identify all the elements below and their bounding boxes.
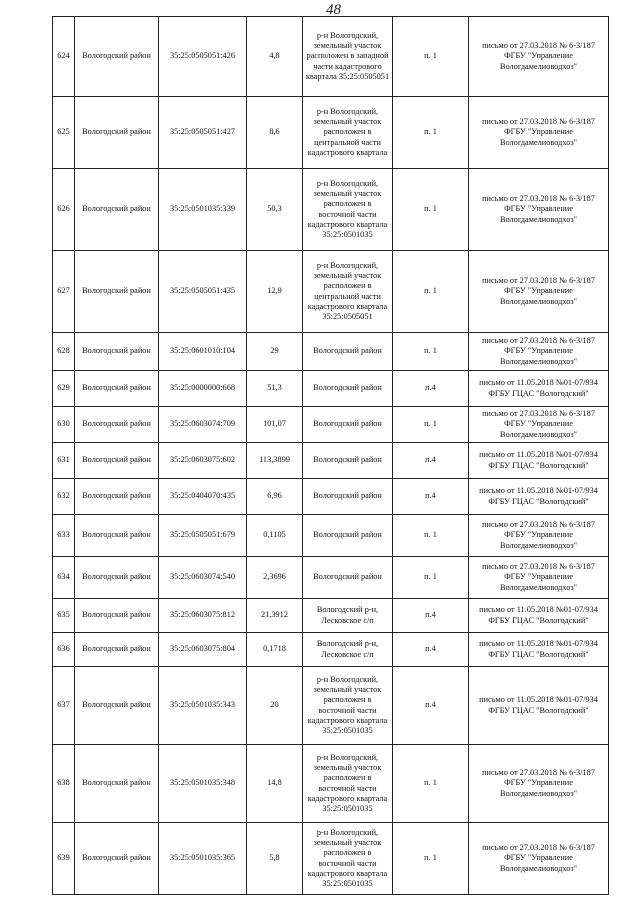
clause-cell: п. 1 [393, 97, 469, 169]
clause-cell: п. 1 [393, 333, 469, 371]
table-row [53, 557, 609, 599]
cadastral-number-cell: 35:25:0404070:435 [159, 479, 247, 515]
row-number: 635 [53, 599, 75, 633]
location-cell: Вологодский район [303, 407, 393, 443]
district-cell: Вологодский район [75, 823, 159, 895]
district-cell: Вологодский район [75, 745, 159, 823]
basis-cell: письмо от 27.03.2018 № 6-3/187 ФГБУ "Управление Вологдамелиоводхоз" [469, 97, 609, 169]
clause-cell: п.4 [393, 371, 469, 407]
table-row [53, 97, 609, 169]
location-cell: Вологодский район [303, 515, 393, 557]
basis-cell: письмо от 27.03.2018 № 6-3/187 ФГБУ "Управление Вологдамелиоводхоз" [469, 251, 609, 333]
table-row [53, 599, 609, 633]
location-cell: р-н Вологодский, земельный участок расположен в восточной части кадастрового квартала 35:25:0501035 [303, 667, 393, 745]
district-cell: Вологодский район [75, 515, 159, 557]
basis-cell: письмо от 11.05.2018 №01-07/934 ФГБУ ГЦАС "Вологодский" [469, 371, 609, 407]
basis-cell: письмо от 11.05.2018 №01-07/934 ФГБУ ГЦАС "Вологодский" [469, 599, 609, 633]
row-number: 639 [53, 823, 75, 895]
location-cell: р-н Вологодский, земельный участок расположен в восточной части кадастрового квартала 35:25:0501035 [303, 169, 393, 251]
cadastral-number-cell: 35:25:0501035:343 [159, 667, 247, 745]
district-cell: Вологодский район [75, 97, 159, 169]
basis-cell: письмо от 11.05.2018 №01-07/934 ФГБУ ГЦАС "Вологодский" [469, 667, 609, 745]
cadastral-number-cell: 35:25:0501035:339 [159, 169, 247, 251]
table-row [53, 745, 609, 823]
clause-cell: п. 1 [393, 745, 469, 823]
district-cell: Вологодский район [75, 169, 159, 251]
row-number: 638 [53, 745, 75, 823]
location-cell: Вологодский р-н, Лесковское с/п [303, 599, 393, 633]
clause-cell: п. 1 [393, 17, 469, 97]
cadastral-number-cell: 35:25:0505051:427 [159, 97, 247, 169]
table-row [53, 371, 609, 407]
clause-cell: п.4 [393, 443, 469, 479]
basis-cell: письмо от 11.05.2018 №01-07/934 ФГБУ ГЦАС "Вологодский" [469, 633, 609, 667]
clause-cell: п.4 [393, 667, 469, 745]
basis-cell: письмо от 27.03.2018 № 6-3/187 ФГБУ "Управление Вологдамелиоводхоз" [469, 515, 609, 557]
clause-cell: п.4 [393, 599, 469, 633]
location-cell: Вологодский район [303, 557, 393, 599]
table-row [53, 823, 609, 895]
area-cell: 21,3912 [247, 599, 303, 633]
area-cell: 20 [247, 667, 303, 745]
cadastral-number-cell: 35:25:0603075:812 [159, 599, 247, 633]
district-cell: Вологодский район [75, 633, 159, 667]
location-cell: р-н Вологодский, земельный участок расположен в центральной части кадастрового квартала [303, 97, 393, 169]
location-cell: р-н Вологодский, земельный участок расположен в восточной части кадастрового квартала 35:25:0501035 [303, 745, 393, 823]
district-cell: Вологодский район [75, 599, 159, 633]
row-number: 634 [53, 557, 75, 599]
table-row [53, 251, 609, 333]
clause-cell: п. 1 [393, 557, 469, 599]
row-number: 633 [53, 515, 75, 557]
area-cell: 12,9 [247, 251, 303, 333]
basis-cell: письмо от 27.03.2018 № 6-3/187 ФГБУ "Управление Вологдамелиоводхоз" [469, 557, 609, 599]
district-cell: Вологодский район [75, 251, 159, 333]
district-cell: Вологодский район [75, 371, 159, 407]
row-number: 631 [53, 443, 75, 479]
clause-cell: п. 1 [393, 169, 469, 251]
clause-cell: п. 1 [393, 251, 469, 333]
row-number: 626 [53, 169, 75, 251]
row-number: 628 [53, 333, 75, 371]
cadastral-number-cell: 35:25:0603074:540 [159, 557, 247, 599]
basis-cell: письмо от 27.03.2018 № 6-3/187 ФГБУ "Управление Вологдамелиоводхоз" [469, 333, 609, 371]
table-row [53, 443, 609, 479]
district-cell: Вологодский район [75, 407, 159, 443]
cadastral-number-cell: 35:25:0603075:602 [159, 443, 247, 479]
table-row [53, 169, 609, 251]
district-cell: Вологодский район [75, 557, 159, 599]
basis-cell: письмо от 27.03.2018 № 6-3/187 ФГБУ "Управление Вологдамелиоводхоз" [469, 745, 609, 823]
location-cell: Вологодский р-н, Лесковское с/п [303, 633, 393, 667]
basis-cell: письмо от 11.05.2018 №01-07/934 ФГБУ ГЦАС "Вологодский" [469, 479, 609, 515]
area-cell: 2,3696 [247, 557, 303, 599]
area-cell: 6,96 [247, 479, 303, 515]
row-number: 632 [53, 479, 75, 515]
basis-cell: письмо от 27.03.2018 № 6-3/187 ФГБУ "Управление Вологдамелиоводхоз" [469, 17, 609, 97]
district-cell: Вологодский район [75, 17, 159, 97]
location-cell: Вологодский район [303, 443, 393, 479]
area-cell: 101,07 [247, 407, 303, 443]
location-cell: р-н Вологодский, земельный участок расположен в западной части кадастрового квартала 35:25:0505051 [303, 17, 393, 97]
basis-cell: письмо от 11.05.2018 №01-07/934 ФГБУ ГЦАС "Вологодский" [469, 443, 609, 479]
area-cell: 29 [247, 333, 303, 371]
row-number: 637 [53, 667, 75, 745]
clause-cell: п. 1 [393, 407, 469, 443]
district-cell: Вологодский район [75, 333, 159, 371]
clause-cell: п. 1 [393, 823, 469, 895]
cadastral-number-cell: 35:25:0603074:709 [159, 407, 247, 443]
district-cell: Вологодский район [75, 443, 159, 479]
clause-cell: п.4 [393, 633, 469, 667]
table-row [53, 17, 609, 97]
location-cell: Вологодский район [303, 333, 393, 371]
land-plots-table [52, 16, 609, 895]
area-cell: 50,3 [247, 169, 303, 251]
area-cell: 51,3 [247, 371, 303, 407]
clause-cell: п.4 [393, 479, 469, 515]
cadastral-number-cell: 35:25:0501035:365 [159, 823, 247, 895]
area-cell: 4,8 [247, 17, 303, 97]
basis-cell: письмо от 27.03.2018 № 6-3/187 ФГБУ "Управление Вологдамелиоводхоз" [469, 823, 609, 895]
location-cell: Вологодский район [303, 479, 393, 515]
cadastral-number-cell: 35:25:0000000:668 [159, 371, 247, 407]
area-cell: 0,1718 [247, 633, 303, 667]
area-cell: 5,8 [247, 823, 303, 895]
location-cell: р-н Вологодский, земельный участок расположен в центральной части кадастрового квартала 35:25:0505051 [303, 251, 393, 333]
area-cell: 0,1105 [247, 515, 303, 557]
table-row [53, 515, 609, 557]
row-number: 630 [53, 407, 75, 443]
location-cell: Вологодский район [303, 371, 393, 407]
row-number: 625 [53, 97, 75, 169]
basis-cell: письмо от 27.03.2018 № 6-3/187 ФГБУ "Управление Вологдамелиоводхоз" [469, 169, 609, 251]
district-cell: Вологодский район [75, 479, 159, 515]
table-row [53, 667, 609, 745]
row-number: 624 [53, 17, 75, 97]
area-cell: 8,6 [247, 97, 303, 169]
cadastral-number-cell: 35:25:0603075:804 [159, 633, 247, 667]
cadastral-number-cell: 35:25:0505051:426 [159, 17, 247, 97]
page-number: 48 [326, 2, 341, 18]
cadastral-number-cell: 35:25:0601010:104 [159, 333, 247, 371]
table-row [53, 333, 609, 371]
row-number: 627 [53, 251, 75, 333]
location-cell: р-н Вологодский, земельный участок расположен в восточной части кадастрового квартала 35:25:0501035 [303, 823, 393, 895]
table-row [53, 407, 609, 443]
row-number: 636 [53, 633, 75, 667]
cadastral-number-cell: 35:25:0501035:348 [159, 745, 247, 823]
cadastral-number-cell: 35:25:0505051:679 [159, 515, 247, 557]
area-cell: 14,8 [247, 745, 303, 823]
area-cell: 113,3899 [247, 443, 303, 479]
table-row [53, 479, 609, 515]
clause-cell: п. 1 [393, 515, 469, 557]
cadastral-number-cell: 35:25:0505051:435 [159, 251, 247, 333]
table-row [53, 633, 609, 667]
basis-cell: письмо от 27.03.2018 № 6-3/187 ФГБУ "Управление Вологдамелиоводхоз" [469, 407, 609, 443]
row-number: 629 [53, 371, 75, 407]
district-cell: Вологодский район [75, 667, 159, 745]
